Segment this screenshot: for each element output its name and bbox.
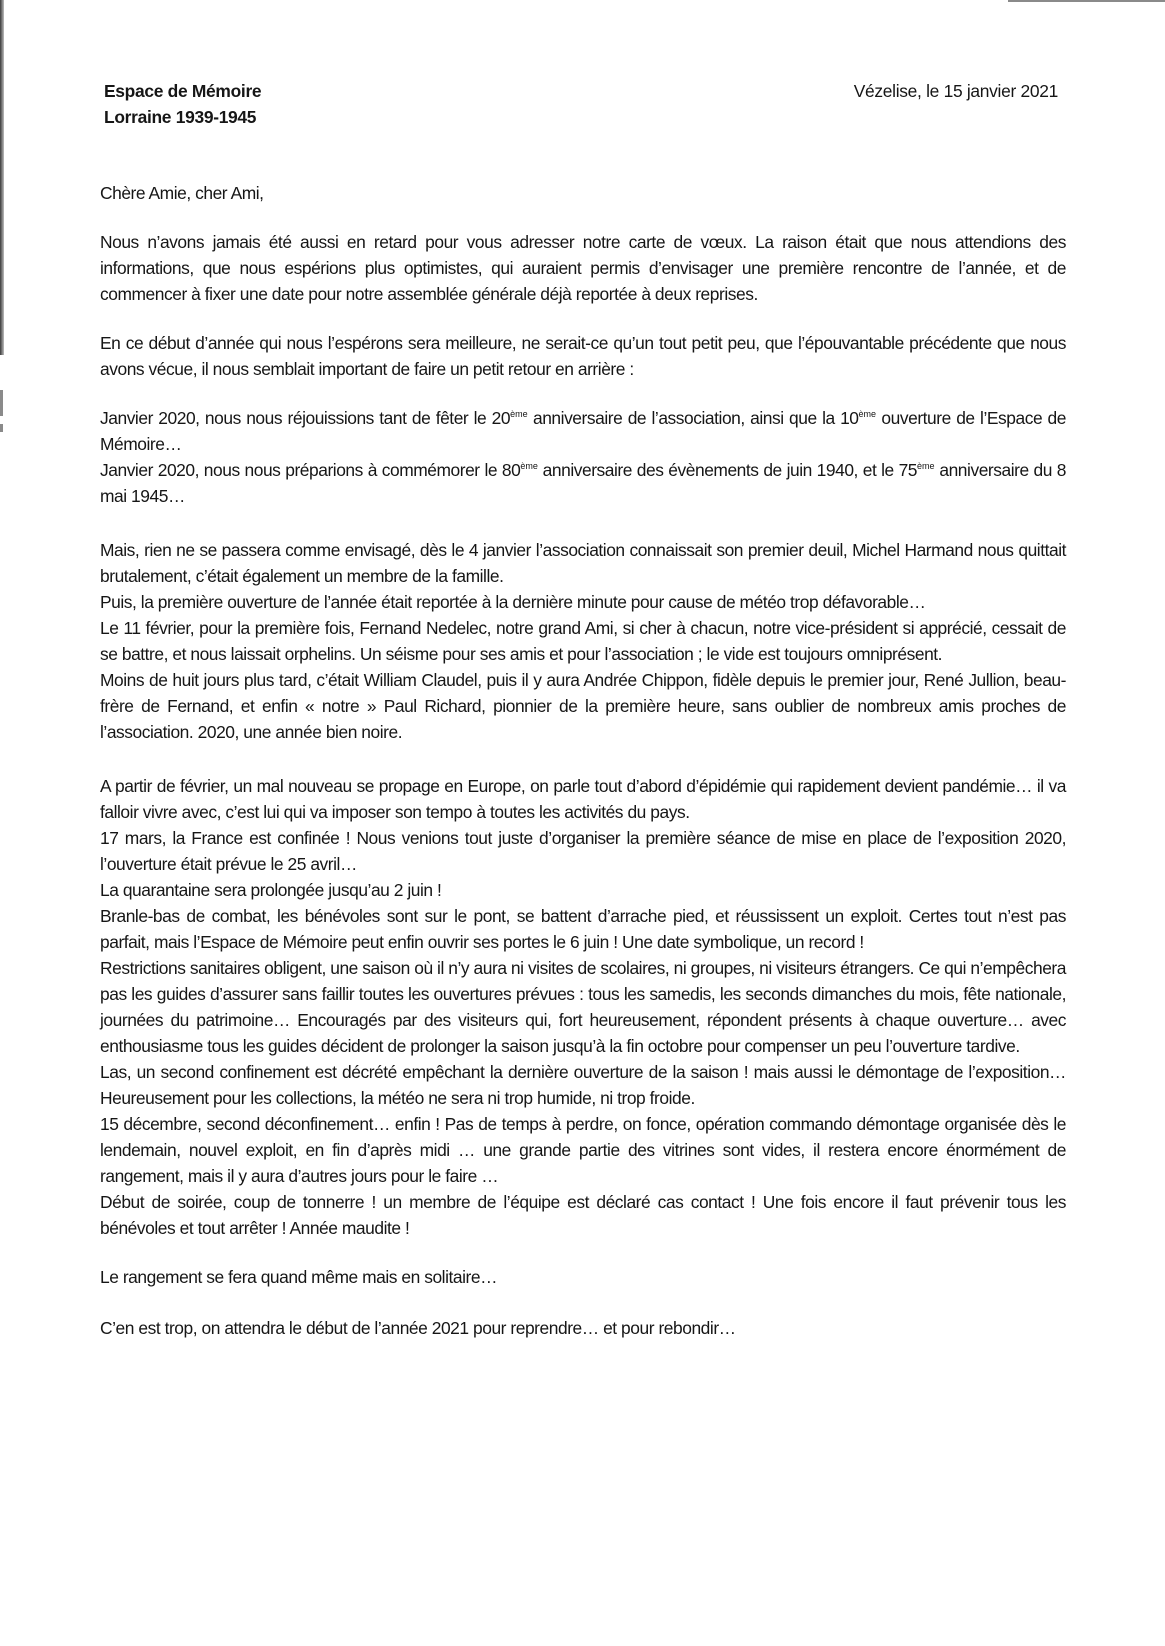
scan-border-top [1008,0,1165,2]
org-subtitle: Lorraine 1939-1945 [104,107,257,127]
janvier-line-2 [100,457,1066,509]
paragraph-retour: En ce début d’année qui nous l’espérons sera meilleure, ne serait-ce qu’un tout petit peu, que l’épouvantable précédente que nous avons vécue, il nous semblait important de faire un petit retour en arrière : [100,333,1066,379]
pandemie-item: Las, un second confinement est décrété empêchant la dernière ouverture de la saison ! mais aussi le démontage de l’exposition… Heureusement pour les collections, la météo ne sera ni trop humide, ni trop froide. [100,1062,1066,1108]
org-name: Espace de Mémoire [104,81,262,101]
superscript: ème [858,409,877,419]
deuil-item: Moins de huit jours plus tard, c’était William Claudel, puis il y aura Andrée Chippon, fidèle depuis le premier jour, René Jullion, beau-frère de Fernand, et enfin « notre » Paul Richard, pionnier de la première heure, sans oublier de nombreux amis proches de l’association. 2020, une année bien noire. [100,670,1066,742]
pandemie-item: 17 mars, la France est confinée ! Nous venions tout juste d’organiser la première séance de mise en place de l’exposition 2020, l’ouverture était prévue le 25 avril… [100,828,1066,874]
deuil-item: Mais, rien ne se passera comme envisagé, dès le 4 janvier l’association connaissait son premier deuil, Michel Harmand nous quittait brutalement, c’était également un membre de la famille. [100,540,1066,586]
superscript: ème [917,461,935,471]
text-span: ouverture de l’Espace de Mémoire… [100,408,1066,454]
letter-header [100,78,1066,178]
deuil-item: Le 11 février, pour la première fois, Fernand Nedelec, notre grand Ami, si cher à chacun, notre vice-président si apprécié, cessait de se battre, et nous laissait orphelins. Un séisme pour ses amis et pour l’association ; le vide est toujours omniprésent. [100,618,1066,664]
text-span: anniversaire du 8 mai 1945… [100,460,1066,506]
pandemie-item: 15 décembre, second déconfinement… enfin ! Pas de temps à perdre, on fonce, opération commando démontage organisée dès le lendemain, nouvel exploit, en fin d’après midi … une grande partie des vitrines sont vides, il restera encore énormément de rangement, mais il y aura d’autres jours pour le faire … [100,1114,1066,1186]
salutation: Chère Amie, cher Ami, [100,183,264,203]
closing-rangement: Le rangement se fera quand même mais en solitaire… [100,1267,498,1287]
pandemie-item: Restrictions sanitaires obligent, une saison où il n’y aura ni visites de scolaires, ni groupes, ni visiteurs étrangers. Ce qui n’empêchera pas les guides d’assurer sans faillir toutes les ouvertures prévues : tous les samedis, les seconds dimanches du mois, fête nationale, journées du patrimoine… Encouragés par des visiteurs qui, fort heureusement, répondent présents à chaque ouverture… avec enthousiasme tous les guides décident de prolonger la saison jusqu’à la fin octobre pour compenser un peu l’ouverture tardive. [100,958,1066,1056]
paragraph-intro: Nous n’avons jamais été aussi en retard pour vous adresser notre carte de vœux. La raison était que nous attendions des informations, que nous espérions plus optimistes, qui auraient permis d’envisager une première rencontre de l’année, et de commencer à fixer une date pour notre assemblée générale déjà reportée à deux reprises. [100,232,1066,304]
pandemie-block [100,773,1066,1241]
pandemie-item: Branle-bas de combat, les bénévoles sont sur le pont, se battent d’arrache pied, et réussissent un exploit. Certes tout n’est pas parfait, mais l’Espace de Mémoire peut enfin ouvrir ses portes le 6 juin ! Une date symbolique, un record ! [100,906,1066,952]
janvier-line-1 [100,405,1066,457]
letter-page [100,78,1066,1341]
superscript: ème [510,409,528,419]
scan-mark [0,390,3,416]
scan-border-left [0,0,4,355]
deuil-item: Puis, la première ouverture de l’année était reportée à la dernière minute pour cause de météo trop défavorable… [100,592,926,612]
deuils-block [100,537,1066,745]
janvier-block [100,405,1066,509]
place-date: Vézelise, le 15 janvier 2021 [853,81,1058,101]
pandemie-item: La quarantaine sera prolongée jusqu’au 2 juin ! [100,880,442,900]
sender-organization [100,78,261,130]
closing-final: C’en est trop, on attendra le début de l’année 2021 pour reprendre… et pour rebondir… [100,1318,736,1338]
text-span: anniversaire des évènements de juin 1940, et le 75 [537,460,918,480]
scan-mark [0,424,3,432]
text-span: anniversaire de l’association, ainsi que la 10 [527,408,859,428]
pandemie-item: Début de soirée, coup de tonnerre ! un membre de l’équipe est déclaré cas contact ! Une fois encore il faut prévenir tous les bénévoles et tout arrêter ! Année maudite ! [100,1192,1066,1238]
text-span: Janvier 2020, nous nous préparions à commémorer le 80 [100,460,521,480]
pandemie-item: A partir de février, un mal nouveau se propage en Europe, on parle tout d’abord d’épidémie qui rapidement devient pandémie… il va falloir vivre avec, c’est lui qui va imposer son tempo à toutes les activités du pays. [100,776,1066,822]
text-span: Janvier 2020, nous nous réjouissions tant de fêter le 20 [100,408,511,428]
superscript: ème [520,461,538,471]
